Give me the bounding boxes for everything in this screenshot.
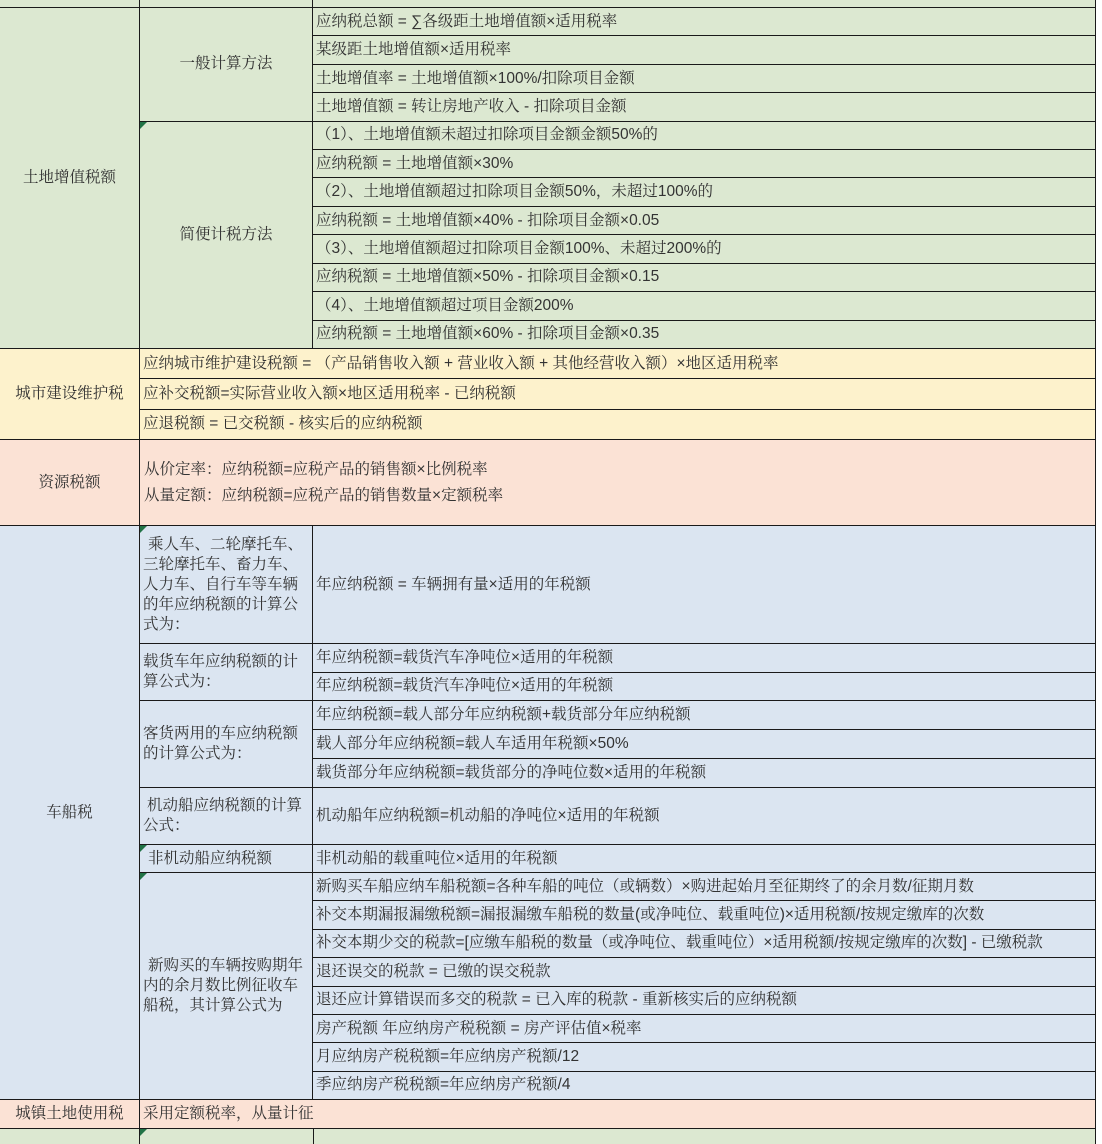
cell-resource-tax-formulas[interactable] bbox=[140, 440, 1096, 526]
cell-newly-purchased-label[interactable] bbox=[140, 873, 313, 1100]
cell-trucks-formula-2[interactable]: 年应纳税额=载货汽车净吨位×适用的年税额 bbox=[313, 673, 1096, 702]
newly-purchased-formulas bbox=[313, 873, 1096, 1100]
cell-non-motor-vessels-label[interactable] bbox=[140, 845, 313, 873]
cell-error-indicator-icon bbox=[140, 1129, 147, 1136]
cell-urban-land-formula[interactable]: 采用定额税率，从量计征 bbox=[140, 1100, 1096, 1129]
cell-dual-use-formula-3[interactable]: 载货部分年应纳税额=载货部分的净吨位数×适用的年税额 bbox=[313, 759, 1096, 788]
cell-error-indicator-icon bbox=[140, 873, 147, 880]
cell-newly-purchased-formula-1[interactable]: 新购买车船应纳车船税额=各种车船的吨位（或辆数）×购进起始月至征期终了的余月数/征期月数 bbox=[313, 873, 1096, 901]
cell-motor-vessels-label[interactable] bbox=[140, 788, 313, 845]
trucks-formulas bbox=[313, 644, 1096, 701]
cell-newly-purchased-formula-2[interactable]: 补交本期漏报漏缴税额=漏报漏缴车船税的数量(或净吨位、载重吨位)×适用税额/按规定缴库的次数 bbox=[313, 901, 1096, 929]
cell-newly-purchased-formula-6[interactable]: 房产税额 年应纳房产税税额 = 房产评估值×税率 bbox=[313, 1015, 1096, 1043]
cell-land-vat-formula-12[interactable]: 应纳税额 = 土地增值额×60% - 扣除项目金额×0.35 bbox=[313, 321, 1096, 349]
cell-dual-use-formula-2[interactable]: 载人部分年应纳税额=载人车适用年税额×50% bbox=[313, 730, 1096, 759]
cell-error-indicator-icon bbox=[140, 122, 147, 129]
group-motor-vessels bbox=[140, 788, 1096, 845]
cell-city-tax-label[interactable]: 城市建设维护税 bbox=[0, 349, 140, 440]
passenger-vehicles-text: 乘人车、二轮摩托车、三轮摩托车、畜力车、人力车、自行车等车辆的年应纳税额的计算公式为： bbox=[143, 535, 304, 633]
cell-land-vat-formula-6[interactable]: 应纳税额 = 土地增值额×30% bbox=[313, 150, 1096, 178]
group-newly-purchased bbox=[140, 873, 1096, 1100]
section-vehicle-vessel-tax bbox=[0, 526, 1096, 1100]
cell-city-tax-formula-2[interactable]: 应补交税额=实际营业收入额×地区适用税率 - 已纳税额 bbox=[140, 379, 1096, 409]
cell-dual-use-label[interactable] bbox=[140, 701, 313, 788]
dual-use-text: 客货两用的车应纳税额的计算公式为： bbox=[143, 725, 299, 762]
cell-vehicle-tax-label[interactable]: 车船税 bbox=[0, 526, 140, 1100]
resource-tax-line-2: 从量定额：应纳税额=应税产品的销售数量×定额税率 bbox=[144, 486, 504, 504]
cell-motor-vessels-formula-1[interactable]: 机动船年应纳税额=机动船的净吨位×适用的年税额 bbox=[313, 788, 1096, 845]
cell-land-vat-formula-9[interactable]: （3）、土地增值额超过扣除项目金额100%、未超过200%的 bbox=[313, 235, 1096, 263]
non-motor-vessels-text: 非机动船应纳税额 bbox=[148, 849, 273, 867]
vehicle-tax-rows bbox=[140, 526, 1096, 1100]
cell-dual-use-formula-1[interactable]: 年应纳税额=载人部分年应纳税额+载货部分年应纳税额 bbox=[313, 701, 1096, 730]
trucks-text: 载货车年应纳税额的计算公式为： bbox=[143, 653, 299, 690]
cell-land-vat-formula-7[interactable]: （2）、土地增值额超过扣除项目金额50%，未超过100%的 bbox=[313, 178, 1096, 206]
group-trucks bbox=[140, 644, 1096, 701]
section-city-maintenance-tax bbox=[0, 349, 1096, 440]
cell-error-indicator-icon bbox=[140, 845, 147, 852]
cell-urban-land-label[interactable]: 城镇土地使用税 bbox=[0, 1100, 140, 1129]
cell-newly-purchased-formula-8[interactable]: 季应纳房产税税额=年应纳房产税额/4 bbox=[313, 1072, 1096, 1100]
cell-simple-method-label[interactable] bbox=[140, 122, 313, 349]
cell-error-indicator-icon bbox=[140, 526, 147, 533]
cell-general-method-label[interactable]: 一般计算方法 bbox=[140, 8, 313, 122]
cell-passenger-vehicles-label[interactable] bbox=[140, 526, 313, 644]
cell-bottom-partial-1[interactable] bbox=[0, 1129, 140, 1144]
cell-newly-purchased-formula-5[interactable]: 退还应计算错误而多交的税款 = 已入库的税款 - 重新核实后的应纳税额 bbox=[313, 987, 1096, 1015]
non-motor-vessels-formulas bbox=[313, 845, 1096, 873]
cell-land-vat-formula-2[interactable]: 某级距土地增值额×适用税率 bbox=[313, 36, 1096, 64]
cell-city-tax-formula-3[interactable]: 应退税额 = 已交税额 - 核实后的应纳税额 bbox=[140, 410, 1096, 440]
simple-method-text: 简便计税方法 bbox=[179, 225, 273, 243]
cell-passenger-formula-1[interactable]: 年应纳税额 = 车辆拥有量×适用的年税额 bbox=[313, 526, 1096, 644]
cell-land-vat-formula-8[interactable]: 应纳税额 = 土地增值额×40% - 扣除项目金额×0.05 bbox=[313, 207, 1096, 235]
section-urban-land-use-tax bbox=[0, 1100, 1096, 1129]
cell-land-vat-formula-10[interactable]: 应纳税额 = 土地增值额×50% - 扣除项目金额×0.15 bbox=[313, 264, 1096, 292]
cell-land-vat-formula-3[interactable]: 土地增值率 = 土地增值额×100%/扣除项目金额 bbox=[313, 65, 1096, 93]
cell-newly-purchased-formula-7[interactable]: 月应纳房产税税额=年应纳房产税额/12 bbox=[313, 1043, 1096, 1071]
group-passenger-vehicles bbox=[140, 526, 1096, 644]
cell-land-vat-formula-5[interactable]: （1）、土地增值额未超过扣除项目金额金额50%的 bbox=[313, 122, 1096, 150]
cell-newly-purchased-formula-3[interactable]: 补交本期少交的税款=[应缴车船税的数量（或净吨位、载重吨位）×适用税额/按规定缴库的次数] - 已缴税款 bbox=[313, 930, 1096, 958]
cell-bottom-partial-2[interactable] bbox=[140, 1129, 314, 1144]
partial-top-row bbox=[0, 0, 1096, 8]
dual-use-formulas bbox=[313, 701, 1096, 788]
cell-land-vat-formula-11[interactable]: （4）、土地增值额超过项目金额200% bbox=[313, 292, 1096, 320]
cell-top-partial-1[interactable] bbox=[0, 0, 140, 8]
cell-land-vat-formula-1[interactable]: 应纳税总额 = ∑各级距土地增值额×适用税率 bbox=[313, 8, 1096, 36]
cell-newly-purchased-formula-4[interactable]: 退还误交的税款 = 已缴的误交税款 bbox=[313, 958, 1096, 986]
cell-non-motor-vessels-formula-1[interactable]: 非机动船的载重吨位×适用的年税额 bbox=[313, 845, 1096, 873]
section-land-vat bbox=[0, 8, 1096, 349]
cell-trucks-formula-1[interactable]: 年应纳税额=载货汽车净吨位×适用的年税额 bbox=[313, 644, 1096, 673]
cell-land-vat-formula-4[interactable]: 土地增值额 = 转让房地产收入 - 扣除项目金额 bbox=[313, 93, 1096, 121]
group-non-motor-vessels bbox=[140, 845, 1096, 873]
cell-resource-tax-label[interactable]: 资源税额 bbox=[0, 440, 140, 526]
cell-trucks-label[interactable] bbox=[140, 644, 313, 701]
partial-bottom-row bbox=[0, 1129, 1096, 1144]
cell-city-tax-formula-1[interactable]: 应纳城市维护建设税额 = （产品销售收入额 + 营业收入额 + 其他经营收入额）×地区适用税率 bbox=[140, 349, 1096, 379]
motor-vessels-formulas bbox=[313, 788, 1096, 845]
cell-land-vat-label[interactable]: 土地增值税额 bbox=[0, 8, 140, 349]
group-dual-use-vehicles bbox=[140, 701, 1096, 788]
cell-bottom-partial-3[interactable] bbox=[314, 1129, 1096, 1144]
cell-top-partial-2[interactable] bbox=[140, 0, 313, 8]
motor-vessels-text: 机动船应纳税额的计算公式： bbox=[143, 797, 303, 834]
section-resource-tax bbox=[0, 440, 1096, 526]
newly-purchased-text: 新购买的车辆按购期年内的余月数比例征收车船税，其计算公式为 bbox=[143, 957, 304, 1014]
passenger-vehicles-formulas bbox=[313, 526, 1096, 644]
cell-top-partial-3[interactable] bbox=[313, 0, 1096, 8]
resource-tax-line-1: 从价定率：应纳税额=应税产品的销售额×比例税率 bbox=[144, 460, 488, 478]
